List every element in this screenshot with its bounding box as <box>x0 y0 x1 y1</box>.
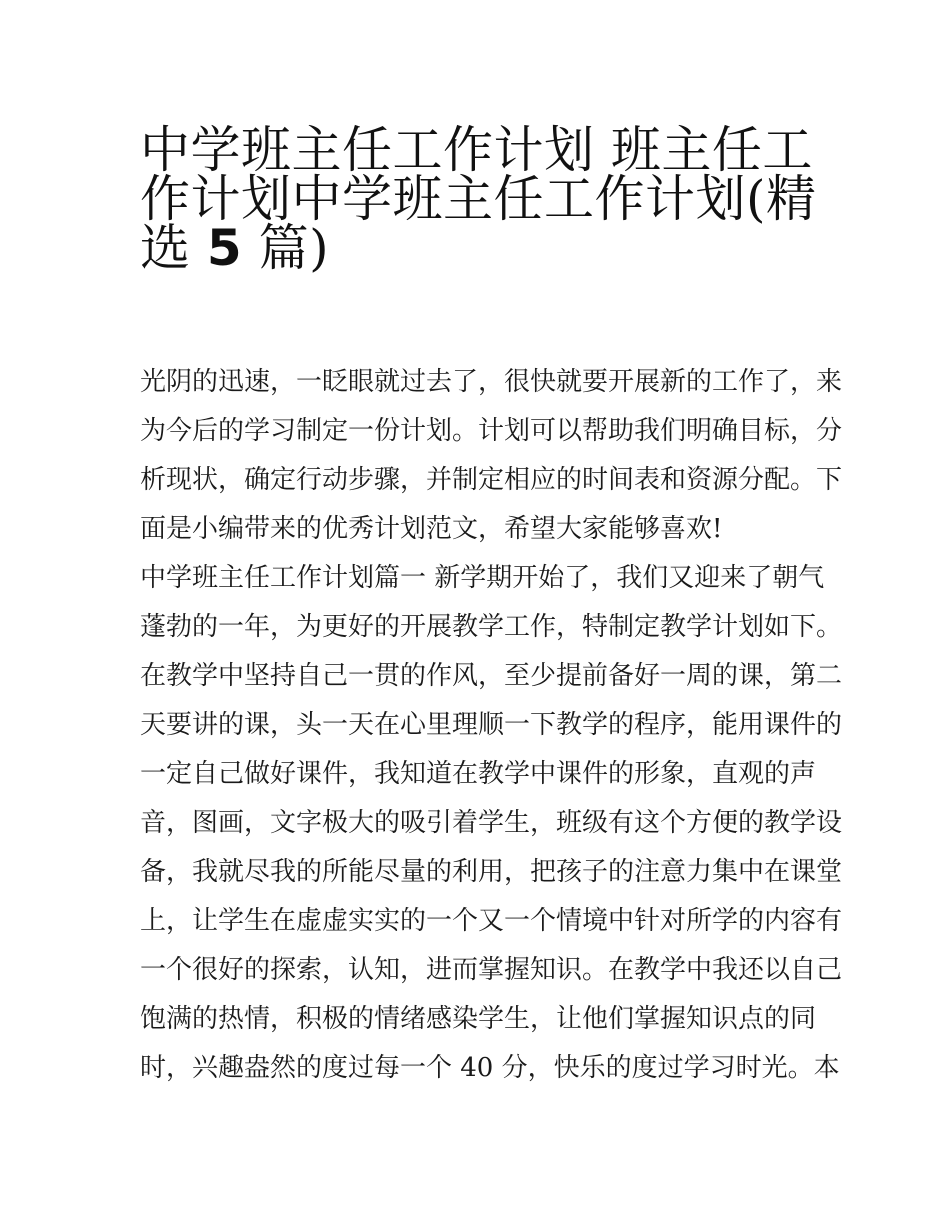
text-line: 面是小编带来的优秀计划范文，希望大家能够喜欢! <box>140 514 723 544</box>
document-title <box>140 114 820 277</box>
text-line: 在教学中坚持自己一贯的作风，至少提前备好一周的课，第二 <box>140 661 843 691</box>
intro-paragraph <box>140 358 843 554</box>
title-line: 选 5 篇) <box>140 219 330 277</box>
text-line: 析现状，确定行动步骤，并制定相应的时间表和资源分配。下 <box>140 465 843 495</box>
text-line: 为今后的学习制定一份计划。计划可以帮助我们明确目标，分 <box>140 416 843 446</box>
text-line: 光阴的迅速，一眨眼就过去了，很快就要开展新的工作了，来 <box>140 367 843 397</box>
section-one-paragraph <box>140 554 843 1093</box>
title-line: 中学班主任工作计划 班主任工 <box>140 121 813 179</box>
text-line: 音，图画，文字极大的吸引着学生，班级有这个方便的教学设 <box>140 808 843 838</box>
text-line: 一定自己做好课件，我知道在教学中课件的形象，直观的声 <box>140 759 817 789</box>
text-line: 中学班主任工作计划篇一 新学期开始了，我们又迎来了朝气 <box>140 563 825 593</box>
text-line: 备，我就尽我的所能尽量的利用，把孩子的注意力集中在课堂 <box>140 857 843 887</box>
text-line: 蓬勃的一年，为更好的开展教学工作，特制定教学计划如下。 <box>140 612 843 642</box>
title-line: 作计划中学班主任工作计划(精 <box>140 170 817 228</box>
text-line: 上，让学生在虚虚实实的一个又一个情境中针对所学的内容有 <box>140 906 843 936</box>
text-line: 一个很好的探索，认知，进而掌握知识。在教学中我还以自己 <box>140 955 843 985</box>
text-line: 时，兴趣盎然的度过每一个 40 分，快乐的度过学习时光。本 <box>140 1053 840 1083</box>
document-body <box>140 358 843 1093</box>
text-line: 饱满的热情，积极的情绪感染学生，让他们掌握知识点的同 <box>140 1004 817 1034</box>
text-line: 天要讲的课，头一天在心里理顺一下教学的程序，能用课件的 <box>140 710 843 740</box>
